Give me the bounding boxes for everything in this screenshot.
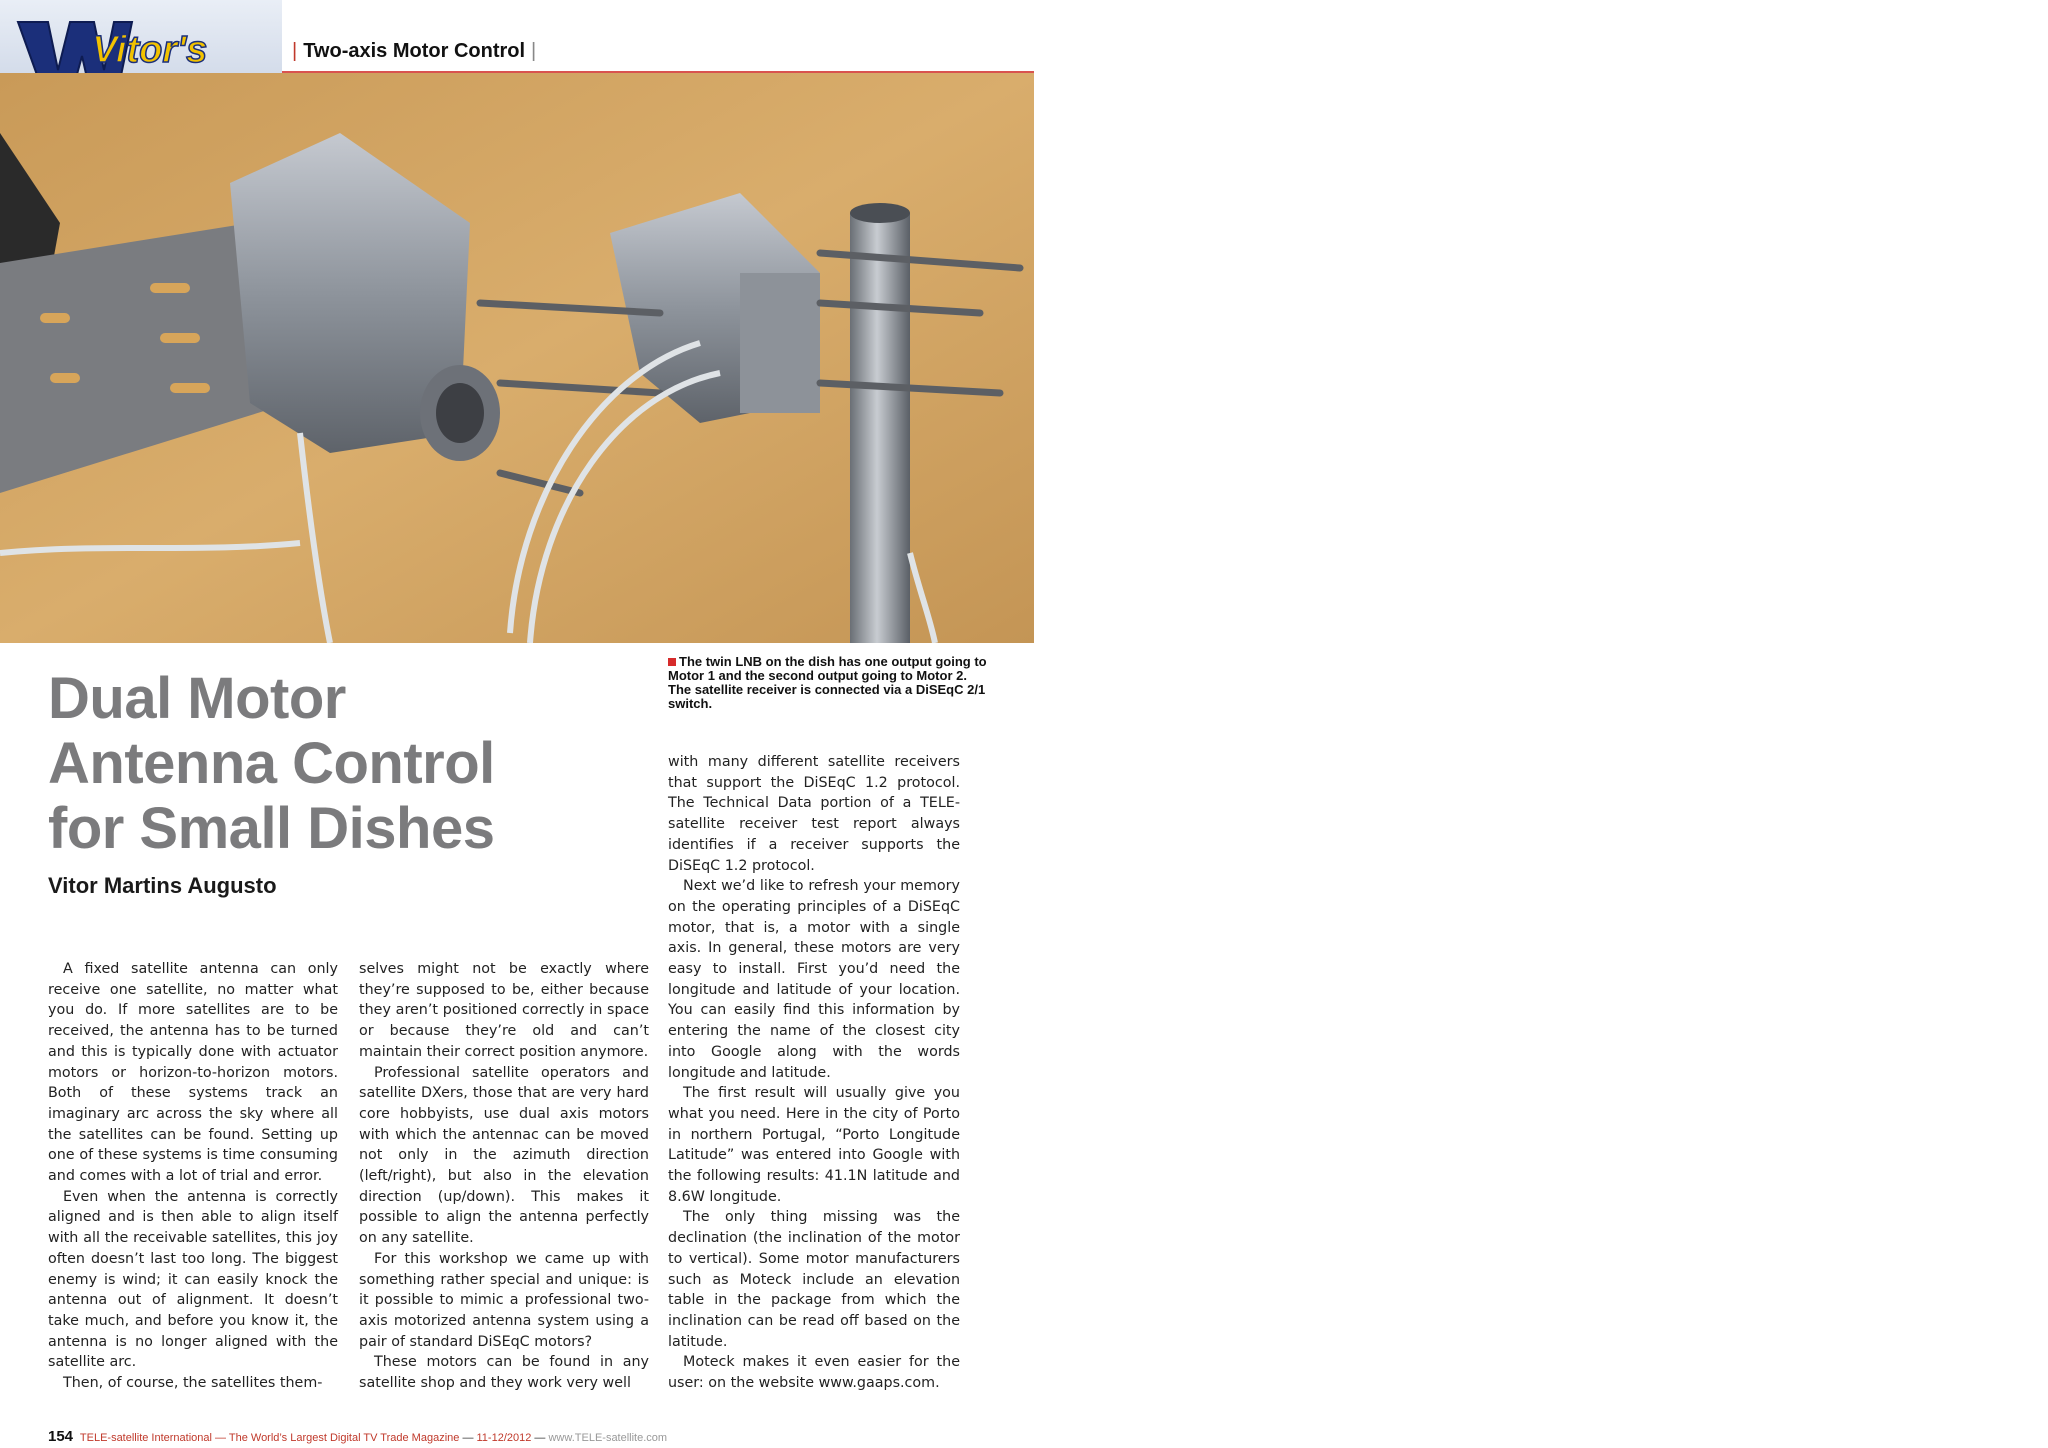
title-line: Dual Motor xyxy=(48,666,346,731)
dual-motor-photo xyxy=(0,73,1034,643)
section-title: Two-axis Motor Control xyxy=(303,40,526,62)
footer-separator: — xyxy=(534,1432,549,1444)
magazine-url[interactable]: www.TELE-satellite.com xyxy=(548,1432,668,1444)
photo-caption xyxy=(668,655,988,711)
title-line: for Small Dishes xyxy=(48,796,495,861)
paragraph: Then, of course, the satellites them- xyxy=(63,1375,323,1392)
paragraph: These motors can be found in any satellite shop and they work very well xyxy=(359,1354,649,1392)
title-line: Antenna Control xyxy=(48,731,495,796)
paragraph: Professional satellite operators and satellite DXers, those that are very hard core hobbyists, use dual axis motors with which the antennac can be moved not only in the azimuth direction (left/right), but also in the elevation direction (up/down). This makes it possible to align the antenna perfectly on any satellite. xyxy=(359,1064,649,1247)
paragraph: with many different satellite receivers that support the DiSEqC 1.2 protocol. The Technical Data portion of a TELE-satellite receiver test report always identifies if a receiver supports the DiSEqC 1.2 protocol. xyxy=(668,754,960,874)
paragraph: For this workshop we came up with something rather special and unique: is it possible to mimic a professional two-axis motorized antenna system using a pair of standard DiSEqC motors? xyxy=(359,1250,649,1350)
issue-number: 11-12/2012 xyxy=(476,1432,532,1444)
header-bar-left: | xyxy=(292,40,298,62)
article-title xyxy=(48,666,608,861)
paragraph: Even when the antenna is correctly aligned and is then able to align itself with all the receivable satellites, this joy often doesn’t last too long. The biggest enemy is wind; it can easily knock the antenna out of alignment. It doesn’t take much, and before you know it, the antenna is no longer aligned with the satellite arc. xyxy=(48,1188,338,1371)
header-bar-right: | xyxy=(531,40,537,62)
body-column-2 xyxy=(359,959,649,1394)
article-author: Vitor Martins Augusto xyxy=(48,873,277,898)
paragraph: Next we’d like to refresh your memory on the operating principles of a DiSEqC motor, that is, a motor with a single axis. In general, these motors are very easy to install. First you’d need the longitude and latitude of your location. You can easily find this information by entering the name of the closest city into Google along with the words longitude and latitude. xyxy=(668,878,960,1081)
caption-bullet xyxy=(668,658,676,666)
logo-line1: Vitor's xyxy=(92,29,208,71)
page-footer xyxy=(48,1428,667,1445)
section-header xyxy=(292,40,536,63)
caption-text: The twin LNB on the dish has one output going to Motor 1 and the second output going to Motor 2. The satellite receiver is connected via a DiSEqC 2/1 switch. xyxy=(668,654,987,711)
magazine-name: TELE-satellite International — The World’s Largest Digital TV Trade Magazine xyxy=(79,1432,460,1444)
paragraph: A fixed satellite antenna can only receive one satellite, no matter what you do. If more satellites are to be received, the antenna has to be turned and this is typically done with actuator motors or horizon-to-horizon motors. Both of these systems track an imaginary arc across the sky where all the satellites can be found. Setting up one of these systems is time consuming and comes with a lot of trial and error. xyxy=(48,961,338,1185)
paragraph: The first result will usually give you what you need. Here in the city of Porto in northern Portugal, “Porto Longitude Latitude” was entered into Google with the following results: 41.1N latitude and 8.6W longitude. xyxy=(668,1085,960,1205)
paragraph: The only thing missing was the declination (the inclination of the motor to vertical). Some motor manufacturers such as Moteck include an elevation table in the package from which the inclination can be read off based on the latitude. xyxy=(668,1209,960,1350)
paragraph: selves might not be exactly where they’re supposed to be, either because they aren’t positioned correctly in space or because they’re old and can’t maintain their correct position anymore. xyxy=(359,961,649,1060)
body-column-3 xyxy=(668,752,960,1394)
paragraph: Moteck makes it even easier for the user: on the website www.gaaps.com. xyxy=(668,1354,960,1392)
photo-illustration xyxy=(0,73,1034,643)
body-column-1 xyxy=(48,959,338,1394)
footer-separator: — xyxy=(462,1432,477,1444)
page-number: 154 xyxy=(48,1428,74,1445)
